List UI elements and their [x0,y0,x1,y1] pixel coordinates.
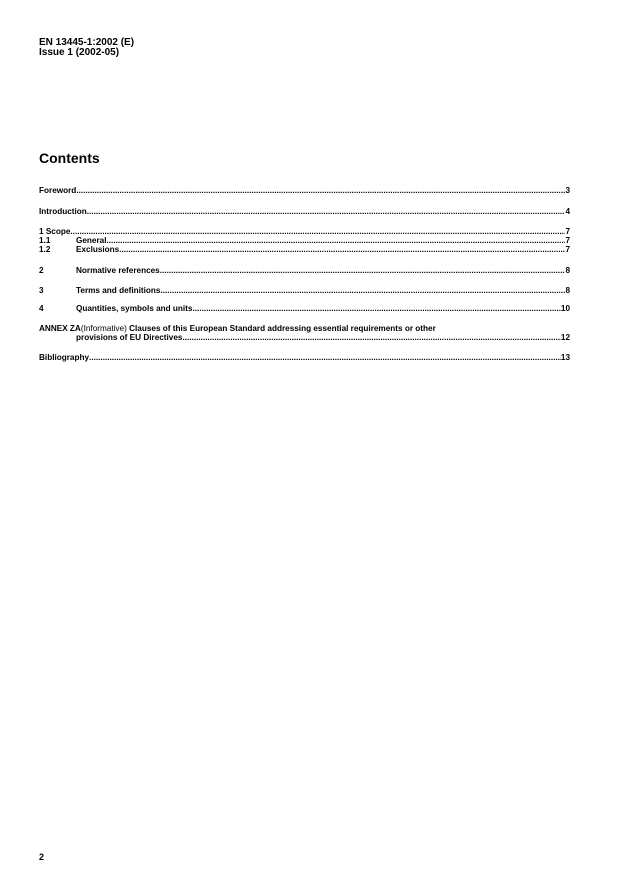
toc-label: Normative references [76,266,160,275]
toc-number: 1.1 [39,236,51,245]
toc-label: Exclusions [76,245,120,254]
toc-entry-foreword[interactable] [39,186,570,196]
toc-label: General [76,236,107,245]
toc-leader [160,266,566,276]
toc-label: Terms and definitions [76,286,161,295]
toc-label: Foreword [39,186,77,195]
page-number: 2 [39,852,45,862]
toc-entry-terms[interactable] [39,286,570,296]
toc-entry-normative-references[interactable] [39,266,570,276]
annex-title: Clauses of this European Standard addressing essential requirements or other [129,324,436,333]
toc-label: Quantities, symbols and units [76,304,193,313]
page-title: Contents [39,150,100,166]
issue-label: Issue 1 (2002-05) [39,47,120,58]
toc-page: 8 [565,266,570,275]
toc-number: 2 [39,266,44,275]
toc-label: Introduction [39,207,87,216]
toc-leader [182,333,560,343]
toc-page: 7 [565,227,570,236]
toc-entry-introduction[interactable] [39,207,570,217]
toc-leader [160,286,565,296]
toc-entry-exclusions[interactable] [39,245,570,255]
annex-title-cont: provisions of EU Directives [76,333,183,342]
toc-entry-bibliography[interactable] [39,353,570,363]
document-header [39,38,134,58]
toc-label: 1 Scope [39,227,71,236]
toc-leader [76,186,565,196]
toc-number: 1.2 [39,245,51,254]
toc-page: 7 [565,245,570,254]
toc-page: 4 [565,207,570,216]
toc-number: 3 [39,286,44,295]
annex-prefix: ANNEX ZA [39,324,81,333]
annex-note: (Informative) [80,324,127,333]
toc-number: 4 [39,304,44,313]
toc-label: Bibliography [39,353,90,362]
toc-leader [87,207,566,217]
toc-page: 10 [560,304,570,313]
toc-entry-annex-za-cont[interactable] [39,333,570,343]
toc-leader [89,353,561,363]
toc-page: 3 [565,186,570,195]
toc-leader [119,245,565,255]
toc-entry-quantities[interactable] [39,304,570,314]
toc-leader [192,304,560,314]
toc-page: 8 [565,286,570,295]
document-id: EN 13445-1:2002 (E) [39,37,135,48]
toc-page: 7 [565,236,570,245]
toc-page: 12 [560,333,570,342]
toc-page: 13 [560,353,570,362]
